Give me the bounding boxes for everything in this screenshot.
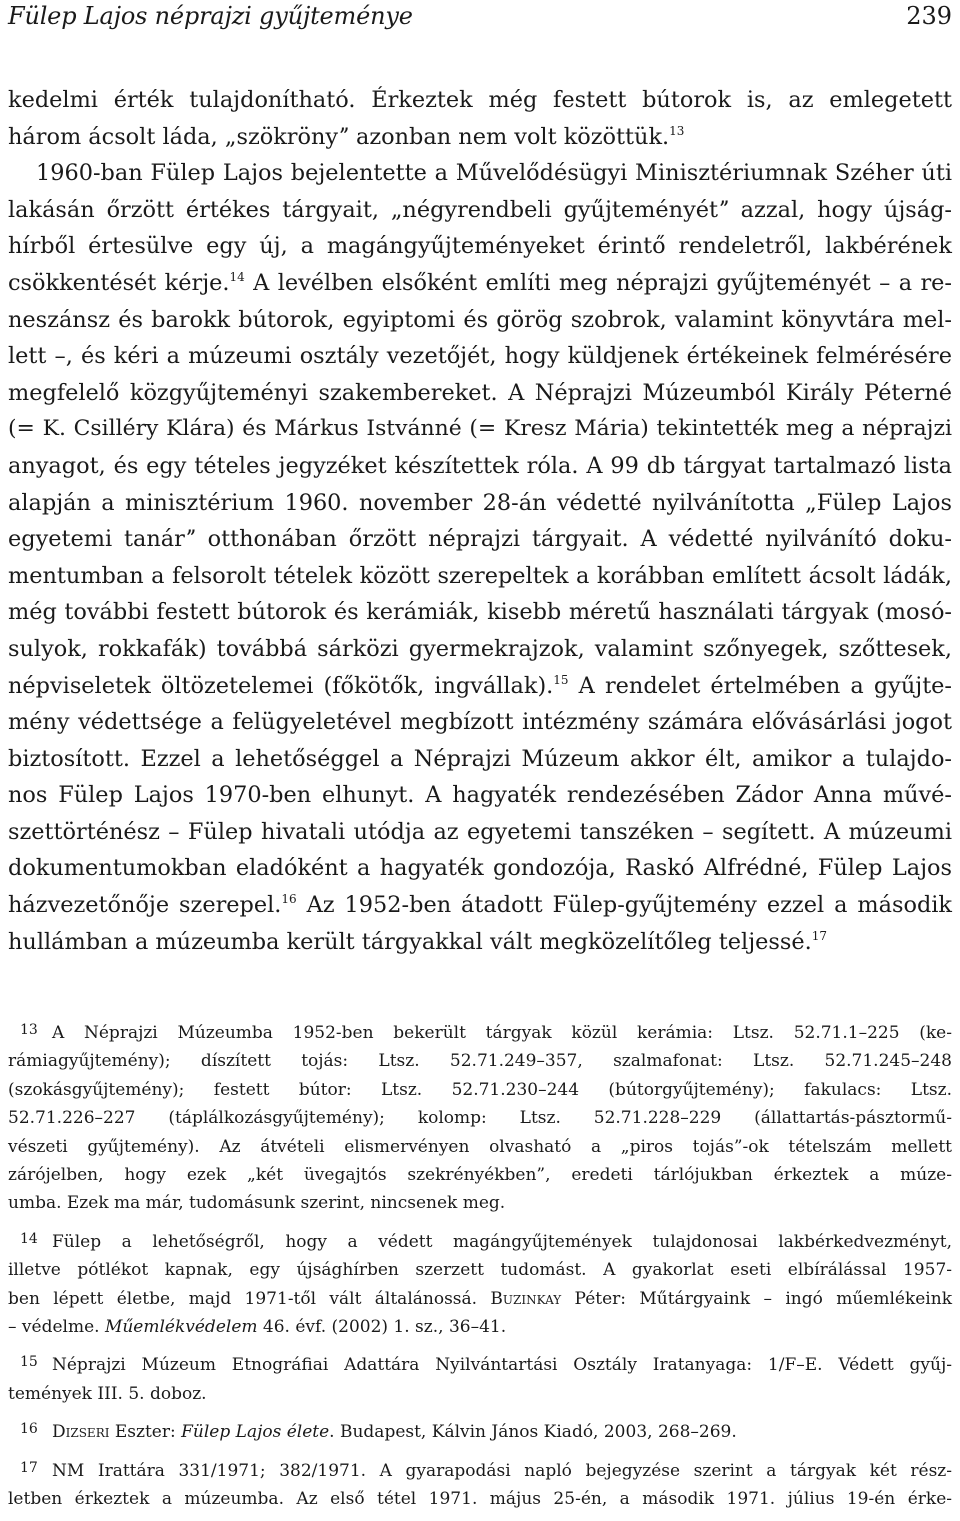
text-span: A rendelet értelmében a gyűjte- [568, 672, 953, 699]
text-span: házvezetőnője szerepel. [8, 892, 282, 919]
footnote-14 [8, 1225, 952, 1342]
footnote-line: umba. Ezek ma már, tudomásunk szerint, nincsenek meg. [8, 1193, 506, 1214]
footnote-line [8, 1016, 952, 1047]
footnote-ref[interactable]: 14 [229, 269, 245, 284]
footnote-line: vészeti gyűjtemény). Az átvételi elismervényen olvasható a „piros tojás”-ok tételszám mellett [8, 1136, 952, 1157]
footnote-line: rámiagyűjtemény); díszített tojás: Ltsz. 52.71.249–357, szalmafonat: Ltsz. 52.71.245–248 [8, 1051, 952, 1072]
footnote-15 [8, 1348, 952, 1408]
text-span: 46. évf. (2002) 1. sz., 36–41. [257, 1317, 507, 1338]
footnote-ref[interactable]: 13 [669, 123, 685, 138]
text-line: mény védettsége a felügyeletével megbízott intézmény számára elővásárlási jogot [8, 709, 952, 736]
text-line: szettörténész – Fülep hivatali utódja az egyetemi tanszéken – segített. A múzeumi [8, 818, 952, 845]
text-line [8, 265, 952, 302]
text-line: kedelmi érték tulajdonítható. Érkeztek még festett bútorok is, az emlegetett [8, 87, 952, 113]
text-span: csökkentését kérje. [8, 269, 230, 296]
text-span: Péter: Műtárgyaink – ingó műemlékeink [561, 1288, 952, 1309]
page-header [8, 2, 952, 42]
text-span: NM Irattára 331/1971; 382/1971. A gyarapodási napló bejegyzése szerint a tárgyak két rész- [52, 1460, 952, 1481]
footnote-ref[interactable]: 16 [281, 892, 297, 907]
footnote-number: 14 [20, 1230, 38, 1247]
text-line [8, 119, 952, 156]
text-line: neszánsz és barokk bútorok, egyiptomi és görög szobrok, valamint könyvtára mel- [8, 306, 952, 333]
text-span: – védelme. [8, 1317, 105, 1338]
text-line: egyetemi tanárˮ otthonában őrzött néprajzi tárgyait. A védetté nyilvánító doku- [8, 526, 952, 553]
footnote-line: zárójelben, hogy ezek „két üvegajtós szekrényékben”, eredeti tárlójukban érkeztek a múze- [8, 1165, 952, 1186]
text-line [8, 924, 952, 961]
footnote-line: (szokásgyűjtemény); festett bútor: Ltsz. 52.71.230–244 (bútorgyűjtemény); fakulacs: Ltsz. [8, 1079, 952, 1100]
text-line [8, 887, 952, 924]
footnote-line: temények III. 5. doboz. [8, 1383, 207, 1404]
text-span: hullámban a múzeumba került tárgyakkal vált megközelítőleg teljessé. [8, 928, 812, 955]
text-line: lakásán őrzött értékes tárgyait, „négyrendbeli gyűjteményétˮ azzal, hogy újság- [8, 196, 952, 223]
footnote-17 [8, 1454, 952, 1514]
page-number: 239 [906, 2, 952, 30]
footnote-line: letben érkeztek a múzeumba. Az első tétel 1971. május 25-én, a második 1971. július 19-én érke- [8, 1489, 952, 1510]
footnote-number: 16 [20, 1421, 38, 1438]
author-name: Dizseri [52, 1422, 110, 1443]
footnote-line: 52.71.226–227 (táplálkozásgyűjtemény); kolomp: Ltsz. 52.71.228–229 (állattartás-pásztormű- [8, 1108, 952, 1129]
text-line: 1960-ban Fülep Lajos bejelentette a Művelődésügyi Minisztériumnak Széher úti [36, 160, 952, 187]
main-text [8, 82, 952, 960]
text-span: Néprajzi Múzeum Etnográfiai Adattára Nyilvántartási Osztály Iratanyaga: 1/F–E. Védett gyűj- [52, 1355, 952, 1376]
text-span: Az 1952-ben átadott Fülep-gyűjtemény ezzel a második [296, 892, 953, 919]
footnote-16 [8, 1415, 952, 1446]
footnote-13 [8, 1016, 952, 1218]
text-line: alapján a minisztérium 1960. november 28-án védetté nyilvánította „Fülep Lajos [8, 489, 952, 516]
footnote-line [8, 1415, 952, 1446]
text-line: lett –, és kéri a múzeumi osztály vezetőjét, hogy küldjenek értékeinek felmérésére [8, 343, 952, 370]
footnote-ref[interactable]: 15 [553, 672, 569, 687]
text-line [8, 668, 952, 705]
text-line: (= K. Csilléry Klára) és Márkus Istvánné (= Kresz Mária) tekintették meg a néprajzi [8, 416, 952, 442]
text-span: A Néprajzi Múzeumba 1952-ben bekerült tárgyak közül kerámia: Ltsz. 52.71.1–225 (ke- [52, 1023, 952, 1043]
text-line: dokumentumokban eladóként a hagyaték gondozója, Raskó Alfrédné, Fülep Lajos [8, 855, 952, 882]
footnote-line [8, 1454, 952, 1485]
footnote-number: 17 [20, 1459, 38, 1476]
footnote-number: 13 [20, 1022, 38, 1038]
text-span: Fülep a lehetőségről, hogy a védett magángyűjtemények tulajdonosai lakbérkedvezményt, [52, 1231, 952, 1252]
text-span: három ácsolt láda, „szökrönyˮ azonban nem volt közöttük. [8, 123, 670, 150]
text-line: még további festett bútorok és kerámiák, kisebb méretű használati tárgyak (mosó- [8, 599, 952, 626]
text-line: nos Fülep Lajos 1970-ben elhunyt. A hagyaték rendezésében Zádor Anna művé- [8, 782, 952, 809]
footnote-line [8, 1225, 952, 1256]
footnote-line [8, 1348, 952, 1379]
text-line: anyagot, és egy tételes jegyzéket készítettek róla. A 99 db tárgyat tartalmazó lista [8, 452, 952, 479]
footnote-line [8, 1313, 952, 1341]
text-span: . Budapest, Kálvin János Kiadó, 2003, 268–269. [329, 1422, 737, 1443]
journal-title: Műemlékvédelem [104, 1317, 258, 1338]
text-span: A levélben elsőként említi meg néprajzi gyűjteményét – a re- [244, 269, 952, 296]
text-span: Eszter: [109, 1422, 182, 1443]
footnote-number: 15 [20, 1354, 38, 1371]
text-line: megfelelő közgyűjteményi szakembereket. A Néprajzi Múzeumból Király Péterné [8, 379, 952, 406]
text-span: népviseletek öltözetelemei (főkötők, ingvállak). [8, 672, 554, 699]
running-title: Fülep Lajos néprajzi gyűjteménye [8, 2, 413, 30]
text-span: ben lépett életbe, majd 1971-től vált általánossá. [8, 1288, 491, 1309]
book-title: Fülep Lajos élete [181, 1422, 330, 1443]
text-line: sulyok, rokkafák) továbbá sárközi gyermekrajzok, valamint szőnyegek, szőttesek, [8, 635, 952, 662]
text-line: mentumban a felsorolt tételek között szerepeltek a korábban említett ácsolt ládák, [8, 562, 952, 589]
footnotes-section [8, 1016, 952, 1521]
text-line: biztosított. Ezzel a lehetőséggel a Néprajzi Múzeum akkor élt, amikor a tulajdo- [8, 745, 952, 772]
text-line: hírből értesülve egy új, a magángyűjteményeket érintő rendeletről, lakbérének [8, 233, 952, 260]
footnote-line: illetve pótlékot kapnak, egy újsághírben szerzett tudomást. A gyakorlat eseti elbírálással 1957- [8, 1260, 952, 1281]
footnote-ref[interactable]: 17 [811, 928, 828, 943]
author-name: Buzinkay [490, 1288, 562, 1309]
footnote-line [8, 1285, 952, 1313]
